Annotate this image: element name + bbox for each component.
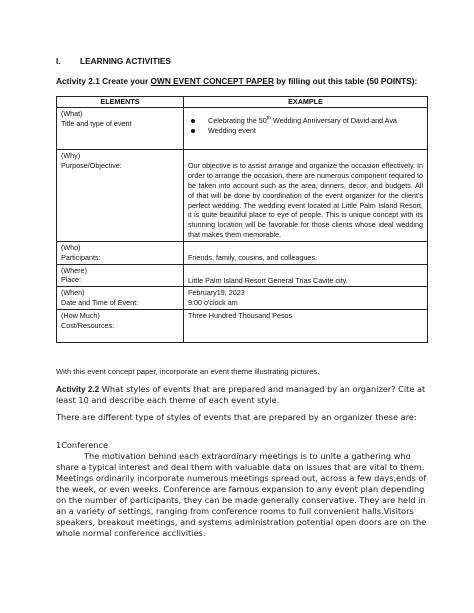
element-cell: (When) Date and Time of Event:: [57, 287, 184, 310]
element-cell: (How Much) Cost/Resources:: [57, 309, 184, 342]
list-item: Celebrating the 50th Wedding Anniversary of David and Ava: [188, 116, 423, 126]
activity-2-2-label: Activity 2.2: [56, 385, 100, 394]
list-item: Wedding event: [188, 126, 423, 136]
underlined-phrase: OWN EVENT CONCEPT PAPER: [150, 76, 274, 86]
table-row: [57, 107, 428, 150]
table-row: [57, 150, 428, 241]
element-cell: (Why) Purpose/Objective:: [57, 150, 184, 241]
table-row: [57, 287, 428, 310]
section-title: LEARNING ACTIVITIES: [80, 56, 171, 66]
header-elements: ELEMENTS: [57, 97, 184, 108]
bullet-list: [188, 116, 423, 136]
element-cell: (Who) Participants:: [57, 241, 184, 264]
conference-title: 1Conference: [56, 440, 108, 450]
example-cell: Three Hundred Thousand Pesos: [184, 309, 428, 342]
section-heading: [56, 56, 171, 66]
table-row: [57, 264, 428, 287]
conference-description: The motivation behind each extraordinary meetings is to unite a gathering who share a typical interest and deal them with valuable data on issues that are vital to them. Meetings ordinarily incorporate numerous meetings spread out, across a few days,ends of the week, or even weeks. Conference are famous expansion to any event plan depending on the number of participants, they can be made generally conservative. They are held in an a variety of settings, ranging from conference rooms to full convenient halls.Visitors speakers, breakout meetings, and systems administration potential open doors are on the whole normal conference acclivities.: [56, 451, 427, 538]
example-cell: Our objective is to assist arrange and organize the occasion effectively. In order to arrange the occasion, there are numerous component required to be taken into account such as the area, dinners, decor, and budgets. All of that will be done by coordination of the event organizer for the client's perfect wedding. The wedding event located at Little Palm Island Resort, it is quite beautiful place to eye of people. This is unique concept with its stunning location will be favorable for those clients whose ideal wedding that makes them memorable.: [184, 150, 428, 241]
event-theme-note: With this event concept paper, incorporate an event theme illustrating pictures.: [56, 367, 320, 376]
intro-paragraph: There are different type of styles of events that are prepared by an organizer these are:: [56, 412, 417, 422]
example-cell: Friends, family, cousins, and colleagues.: [184, 241, 428, 264]
activity-2-1-label: Activity 2.1: [56, 76, 100, 86]
concept-paper-table: [56, 96, 428, 343]
example-cell: [184, 107, 428, 150]
activity-2-2-instruction: Activity 2.2 What styles of events that are prepared and managed by an organizer? Cite at least 10 and describe each theme of each event style.: [56, 384, 426, 405]
element-cell: (What) Title and type of event: [57, 107, 184, 150]
header-example: EXAMPLE: [184, 97, 428, 108]
section-number: I.: [56, 56, 61, 66]
table-row: [57, 309, 428, 342]
example-cell: February19, 2023 9:00 o'clock am: [184, 287, 428, 310]
element-cell: (Where) Place:: [57, 264, 184, 287]
example-cell: Little Palm Island Resort General Trias Cavite city.: [184, 264, 428, 287]
table-row: [57, 241, 428, 264]
table-header-row: [57, 97, 428, 108]
activity-2-1-instruction: Activity 2.1 Create your OWN EVENT CONCEPT PAPER by filling out this table (50 POINTS):: [56, 76, 418, 86]
